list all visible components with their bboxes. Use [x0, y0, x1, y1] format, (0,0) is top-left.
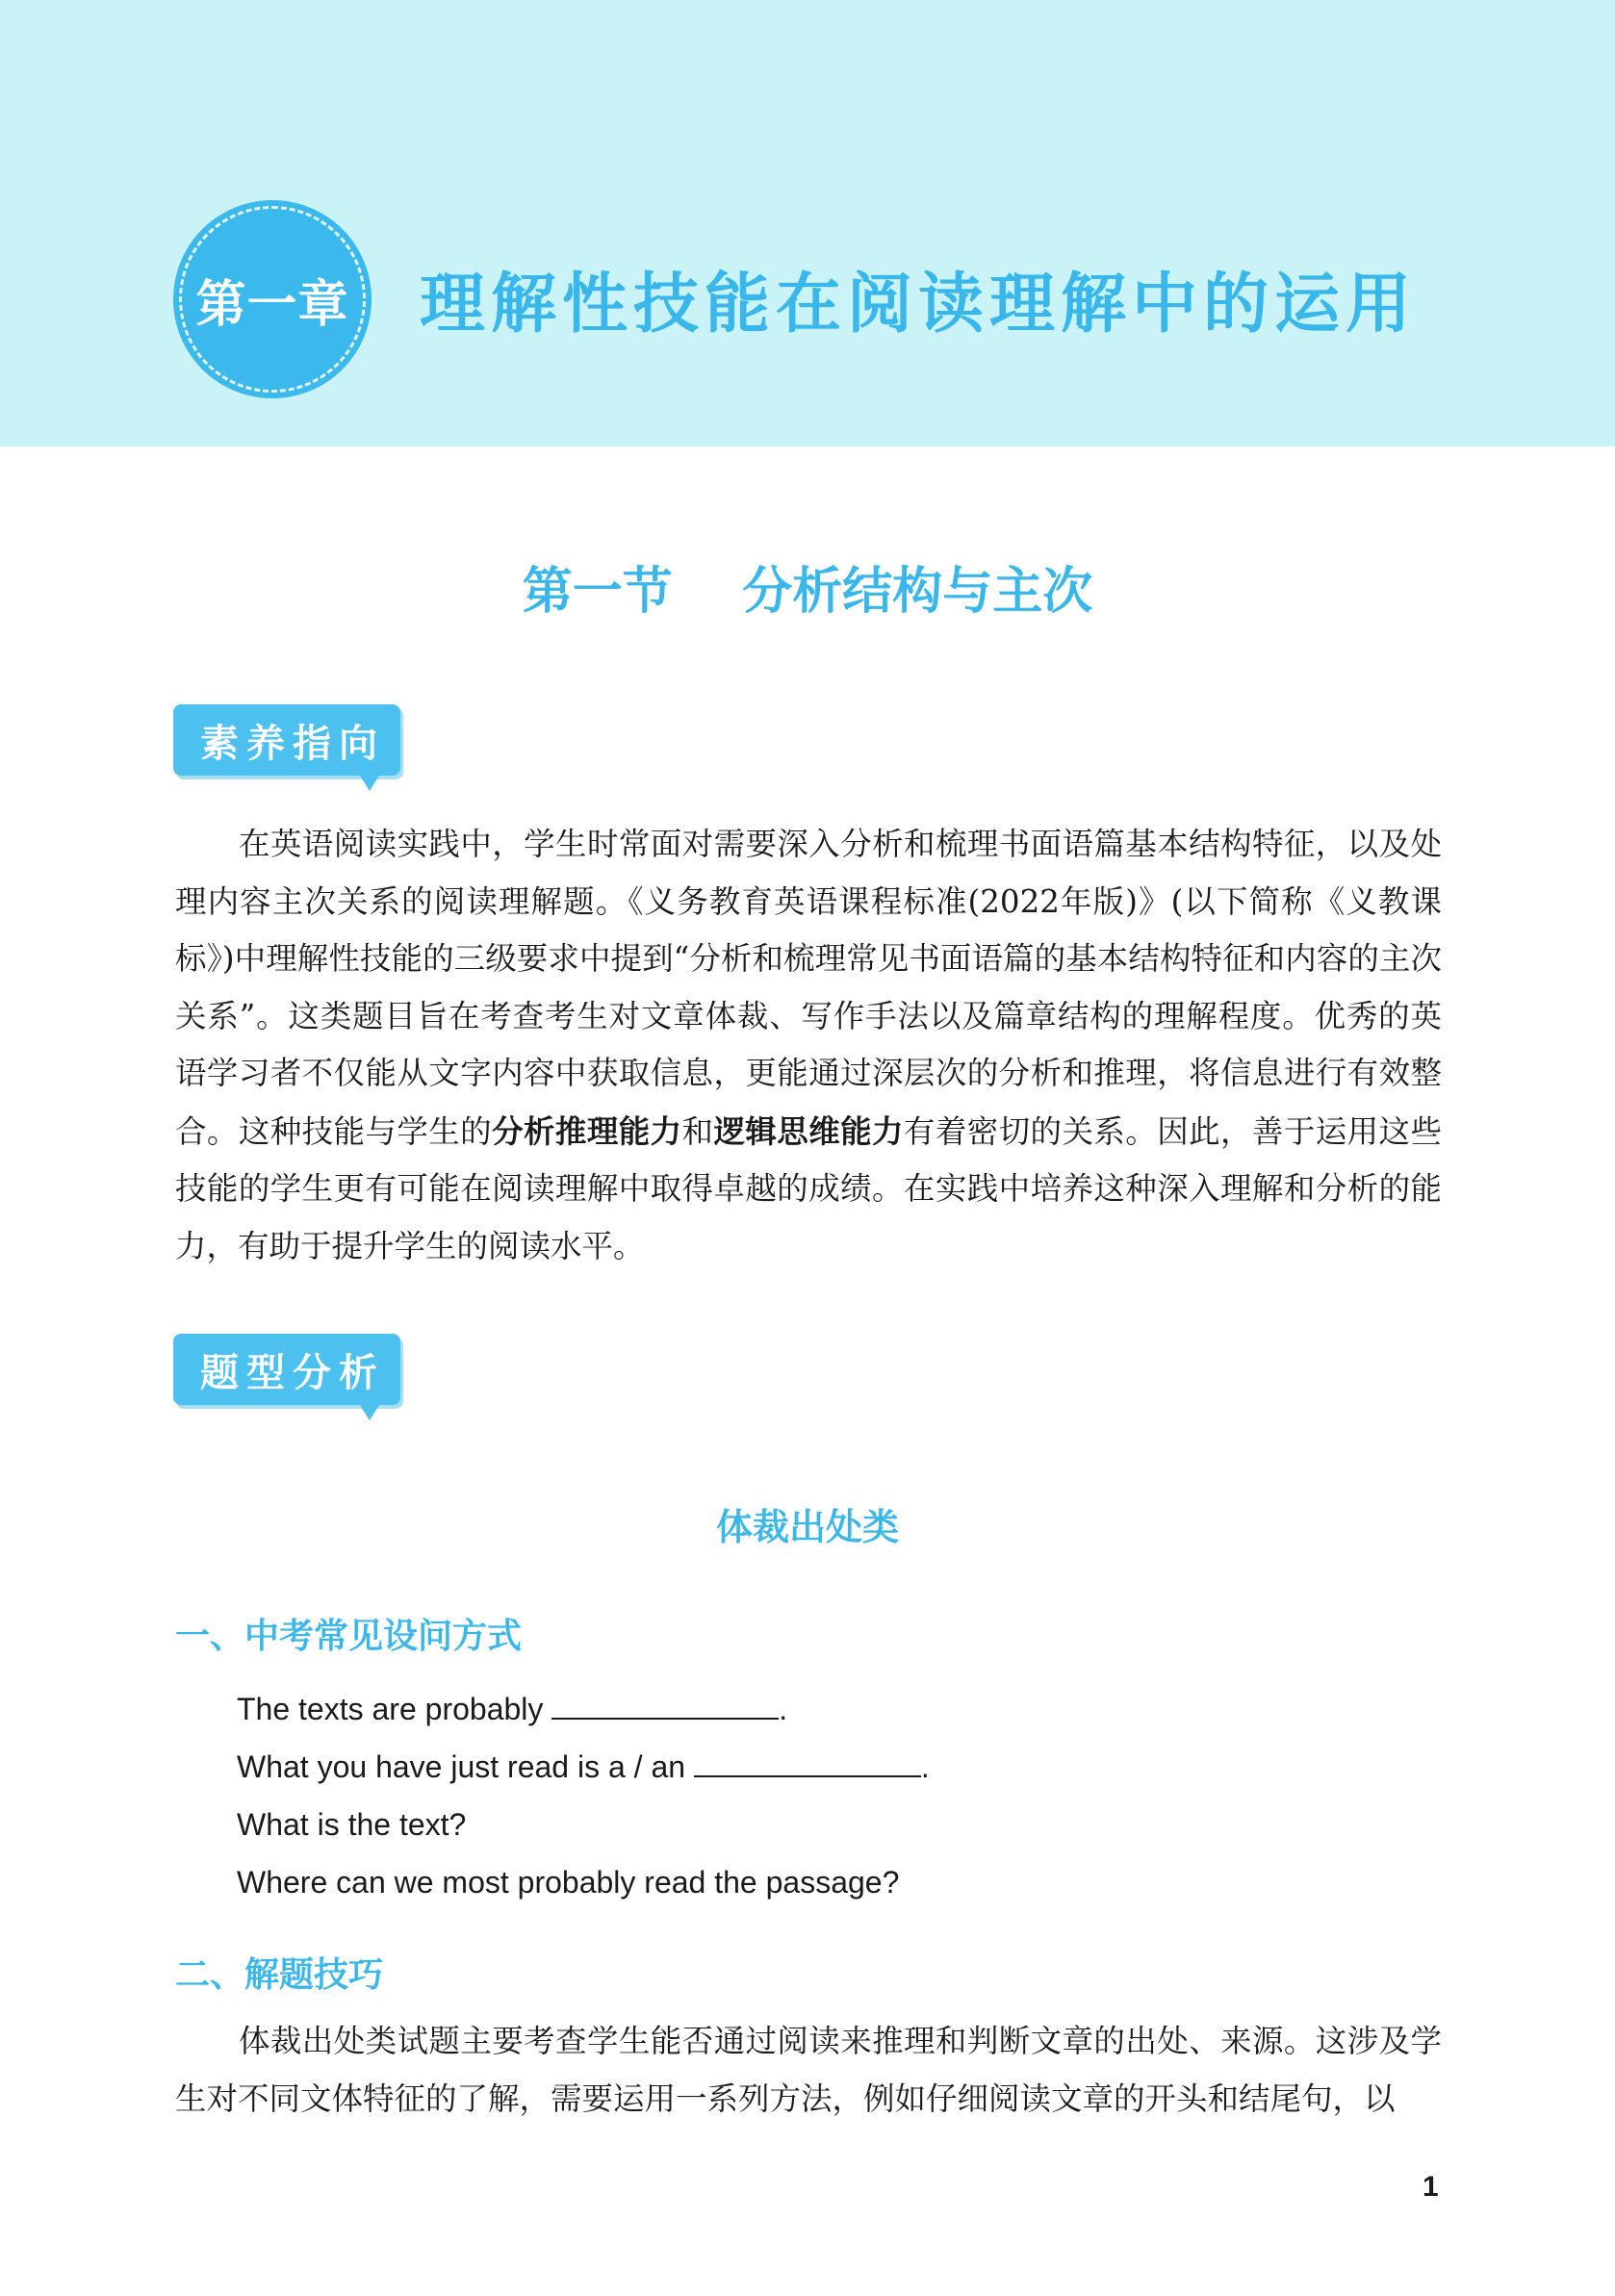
literacy-text-part2: 和 — [681, 1112, 714, 1150]
literacy-text-part1: 在英语阅读实践中，学生时常面对需要深入分析和梳理书面语篇基本结构特征，以及处理内容主次关系的阅读理解题。《义务教育英语课程标准(2022年版)》(以下简称《义教课标》)中理解性技能的三级要求中提到“分析和梳理常见书面语篇的基本结构特征和内容的主次关系”。这类题目旨在考查考生对文章体裁、写作手法以及篇章结构的理解程度。优秀的英语学习者不仅能从文字内容中获取信息，更能通过深层次的分析和推理，将信息进行有效整合。这种技能与学生的 — [175, 826, 1442, 1150]
question-end: . — [920, 1749, 930, 1784]
tips-paragraph: 体裁出处类试题主要考查学生能否通过阅读来推理和判断文章的出处、来源。这涉及学生对不同文体特征的了解，需要运用一系列方法，例如仔细阅读文章的开头和结尾句，以 — [175, 2023, 1442, 2117]
answer-blank — [551, 1691, 779, 1720]
chapter-badge — [173, 200, 372, 398]
question-type-analysis-tag — [173, 1334, 400, 1405]
literacy-bold-logic: 逻辑思维能力 — [713, 1111, 904, 1150]
question-item: Where can we most probably read the passage? — [237, 1865, 900, 1900]
question-type-analysis-tag-label: 题型分析 — [200, 1350, 385, 1395]
literacy-text-part3: 有着密切的关系。因此，善于运用这些技能的学生更有可能在阅读理解中取得卓越的成绩。在实践中培养这种深入理解和分析的能力，有助于提升学生的阅读水平。 — [175, 1112, 1442, 1264]
page-number: 1 — [1423, 2171, 1439, 2203]
question-text: What you have just read is a / an — [237, 1749, 694, 1784]
question-item — [237, 1738, 930, 1796]
common-questions-heading: 一、中考常见设问方式 — [175, 1617, 523, 1656]
literacy-paragraph — [175, 816, 1442, 1275]
genre-source-subtitle: 体裁出处类 — [715, 1506, 899, 1548]
question-list — [237, 1680, 930, 1911]
question-item — [237, 1680, 930, 1738]
question-item: What is the text? — [237, 1807, 467, 1842]
chapter-badge-label: 第一章 — [195, 275, 349, 334]
answer-blank — [694, 1748, 921, 1777]
section-title: 第一节 分析结构与主次 — [522, 563, 1093, 621]
chapter-title: 理解性技能在阅读理解中的运用 — [420, 267, 1418, 343]
question-end: . — [779, 1692, 788, 1726]
literacy-bold-analysis: 分析推理能力 — [492, 1111, 682, 1150]
solving-tips-heading: 二、解题技巧 — [175, 1955, 384, 1995]
literacy-orientation-tag-label: 素养指向 — [200, 721, 385, 766]
question-text: The texts are probably — [237, 1692, 552, 1726]
literacy-orientation-tag — [173, 704, 400, 776]
